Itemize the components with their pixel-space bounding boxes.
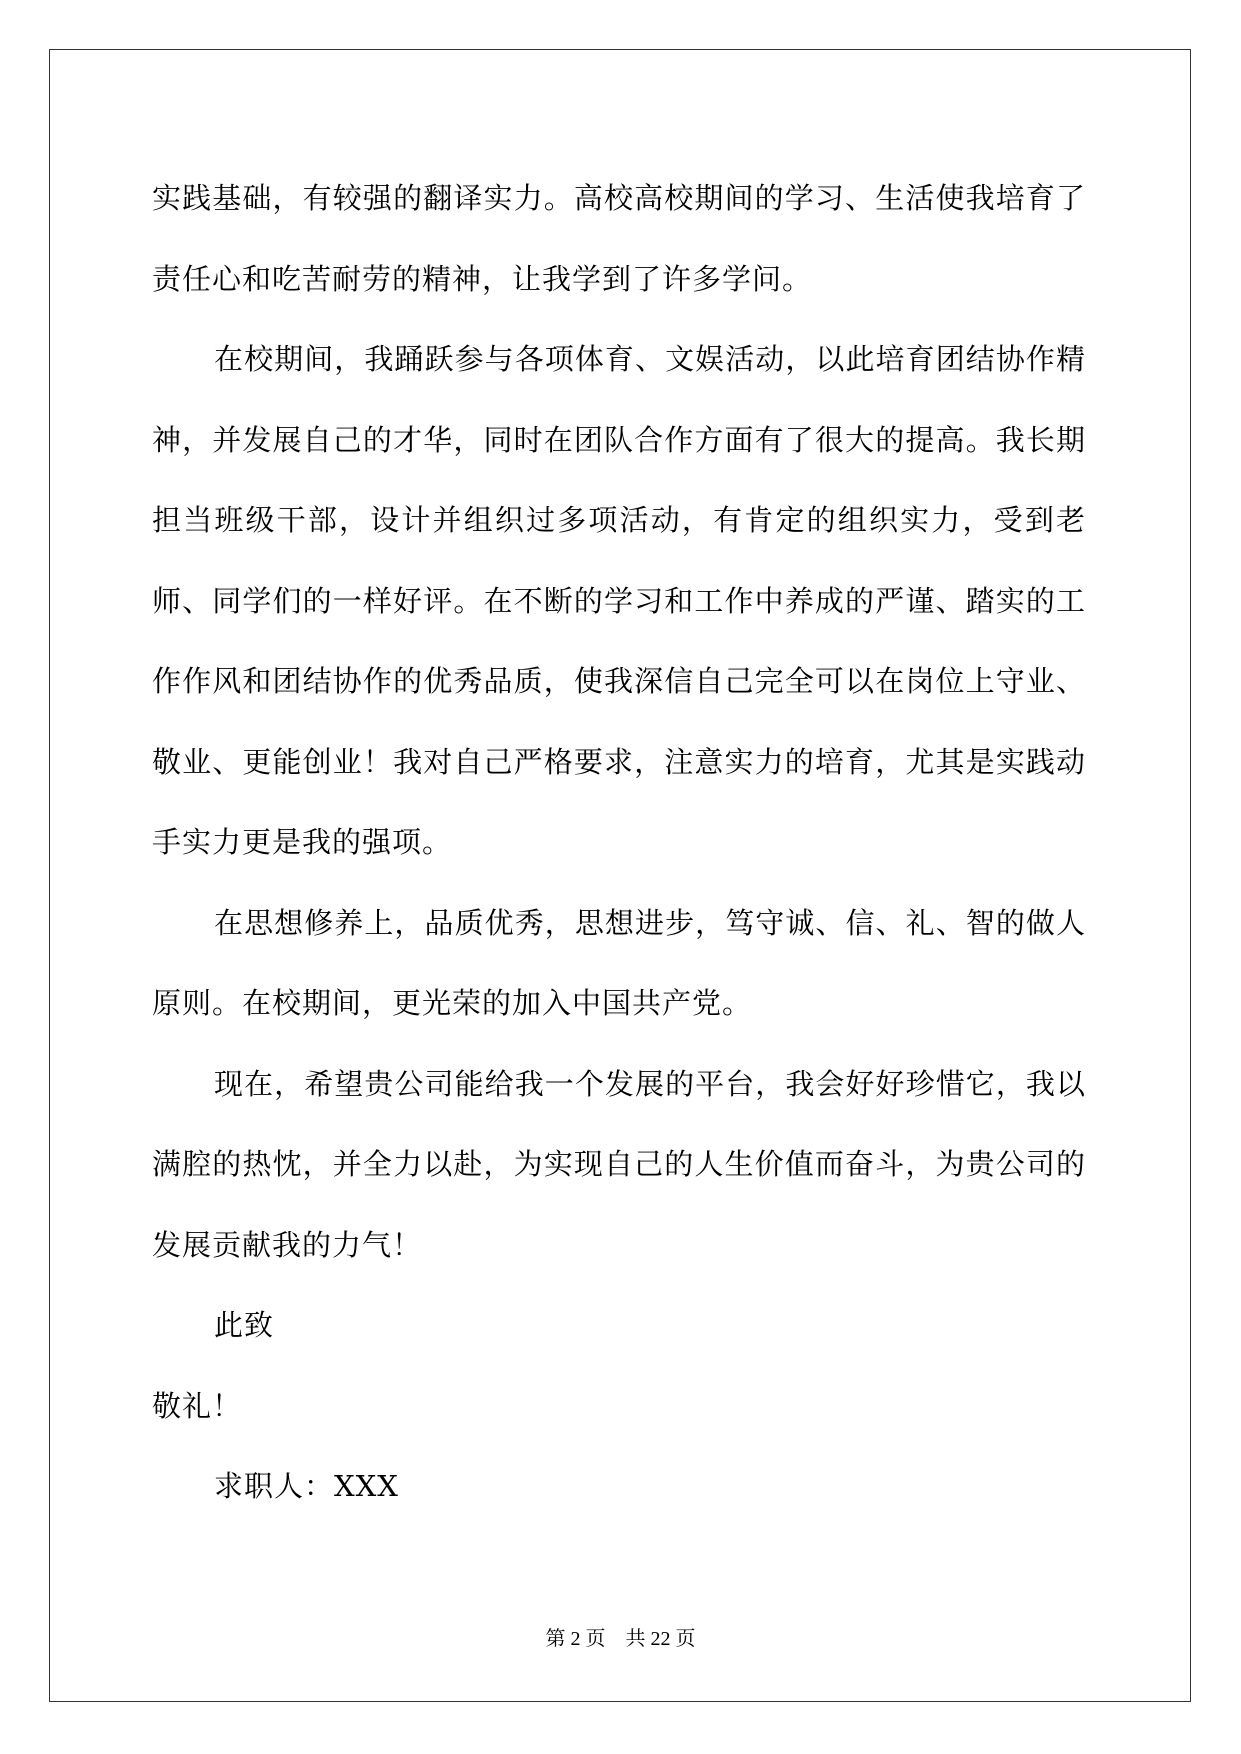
- paragraph-2: 在校期间，我踊跃参与各项体育、文娱活动，以此培育团结协作精神，并发展自己的才华，同时在团队合作方面有了很大的提高。我长期担当班级干部，设计并组织过多项活动，有肯定的组织实力，受到老师、同学们的一样好评。在不断的学习和工作中养成的严谨、踏实的工作作风和团结协作的优秀品质，使我深信自己完全可以在岗位上守业、敬业、更能创业！我对自己严格要求，注意实力的培育，尤其是实践动手实力更是我的强项。: [152, 342, 1086, 859]
- paragraph-4: 现在，希望贵公司能给我一个发展的平台，我会好好珍惜它，我以满腔的热忱，并全力以赴，为实现自己的人生价值而奋斗，为贵公司的发展贡献我的力气！: [152, 1066, 1086, 1262]
- page-number-footer: 第 2 页 共 22 页: [545, 1628, 696, 1650]
- closing-line: 此致: [214, 1308, 275, 1342]
- signature-line: 求职人：XXX: [214, 1469, 399, 1503]
- paragraph-3: 在思想修养上，品质优秀，思想进步，笃守诚、信、礼、智的做人原则。在校期间，更光荣的加入中国共产党。: [152, 905, 1086, 1020]
- paragraph-1: 实践基础，有较强的翻译实力。高校高校期间的学习、生活使我培育了责任心和吃苦耐劳的精神，让我学到了许多学问。: [152, 181, 1086, 296]
- salutation-line: 敬礼！: [152, 1388, 243, 1423]
- letter-body: [152, 158, 1086, 1527]
